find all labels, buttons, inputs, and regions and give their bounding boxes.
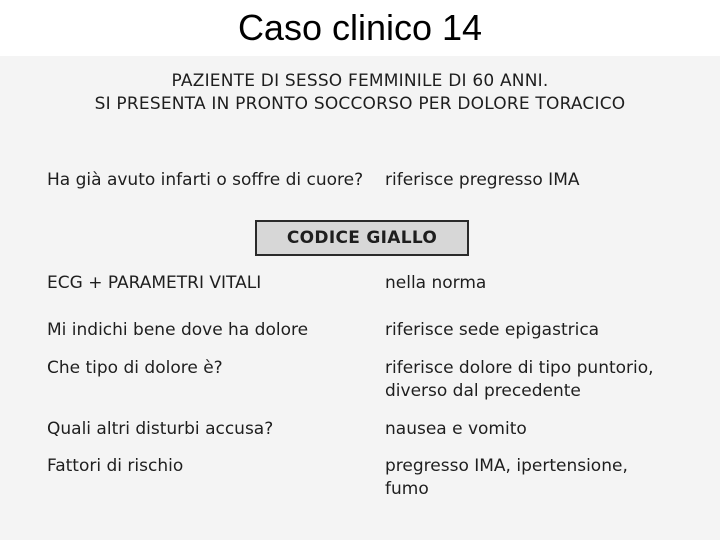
answer-pain-location: [385, 319, 599, 342]
triage-code-badge: CODICE GIALLO: [255, 220, 469, 256]
answer-risk-factors: [385, 455, 628, 501]
answer-line: riferisce pregresso IMA: [385, 170, 580, 190]
question-ecg-vitals: ECG + PARAMETRI VITALI: [47, 273, 262, 293]
answer-line: riferisce dolore di tipo puntorio,: [385, 358, 654, 378]
question-risk-factors: Fattori di rischio: [47, 456, 184, 476]
question-pain-location: Mi indichi bene dove ha dolore: [47, 320, 309, 340]
answer-line: pregresso IMA, ipertensione,: [385, 456, 628, 476]
case-header-line: PAZIENTE DI SESSO FEMMINILE DI 60 ANNI.: [171, 71, 549, 91]
answer-line: nausea e vomito: [385, 419, 527, 439]
answer-line: riferisce sede epigastrica: [385, 320, 600, 340]
answer-other-symptoms: [385, 418, 527, 441]
case-scan: [0, 56, 720, 540]
slide-title: Caso clinico 14: [237, 7, 483, 48]
answer-line: nella norma: [385, 273, 487, 293]
answer-line: fumo: [385, 479, 429, 499]
answer-line: diverso dal precedente: [385, 381, 581, 401]
case-header-line: SI PRESENTA IN PRONTO SOCCORSO PER DOLORE TORACICO: [94, 94, 626, 114]
question-pain-type: Che tipo di dolore è?: [47, 358, 223, 378]
question-other-symptoms: Quali altri disturbi accusa?: [47, 419, 274, 439]
answer-ecg-vitals: [385, 272, 486, 295]
answer-previous-infarcts: [385, 169, 580, 192]
question-previous-infarcts: Ha già avuto infarti o soffre di cuore?: [47, 170, 364, 190]
case-header: [0, 70, 720, 116]
answer-pain-type: [385, 357, 654, 403]
